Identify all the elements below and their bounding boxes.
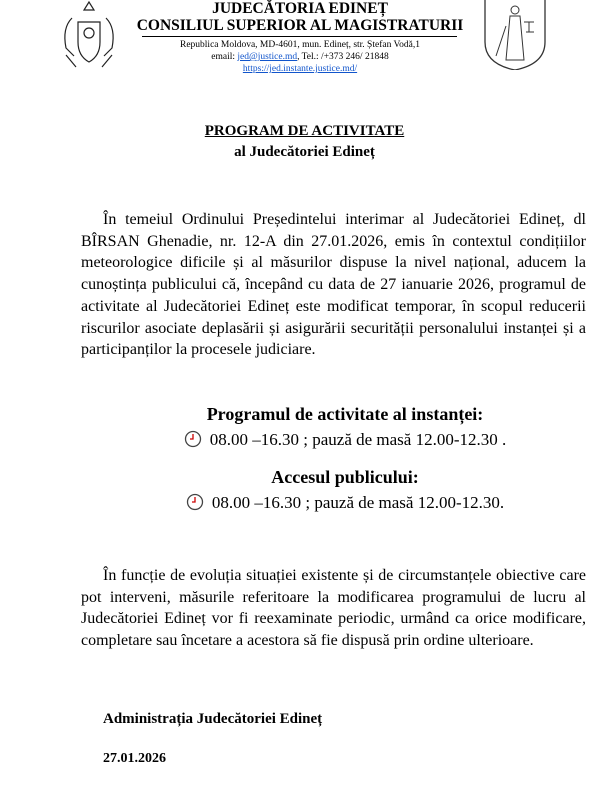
address: Republica Moldova, MD-4601, mun. Edineț, str. Ștefan Vodă,1 xyxy=(179,40,421,50)
schedule-hours-activity xyxy=(80,429,609,450)
signature: Administrația Judecătoriei Edineț xyxy=(103,711,323,727)
moldova-coat-of-arms-logo xyxy=(58,0,120,70)
intro-paragraph: În temeiul Ordinului Președintelui interimar al Judecătoriei Edineț, dl BÎRSAN Ghenadie, nr. 12-A din 27.01.2026, emis în contextul condițiilor meteorologice dificile și al măsurilor dispuse la nivel național, aducem la cunoștința publicului că, începând cu data de 27 ianuarie 2026, programul de activitate al Judecătoriei Edineț este modificat temporar, în scopul reducerii riscurilor asociate deplasării și asigurării securității personalului instanței și a participanților la procesele judiciare. xyxy=(81,211,586,359)
phone: , Tel.: /+373 246/ 21848 xyxy=(297,52,389,62)
clock-icon xyxy=(184,430,202,448)
header-divider xyxy=(142,36,457,37)
document-subtitle: al Judecătoriei Edineț xyxy=(234,144,375,160)
schedule-heading-activity: Programul de activitate al instanței: xyxy=(206,404,484,424)
email-label: email: xyxy=(211,52,238,62)
justice-emblem-logo xyxy=(482,0,548,70)
court-name: JUDECĂTORIA EDINEȚ xyxy=(212,0,388,17)
schedule-heading-public: Accesul publicului: xyxy=(271,467,419,487)
document-date: 27.01.2026 xyxy=(103,751,166,766)
hours-text: 08.00 –16.30 ; pauză de masă 12.00-12.30 . xyxy=(209,430,507,449)
contact-line xyxy=(120,51,480,63)
document-title: PROGRAM DE ACTIVITATE xyxy=(204,123,405,139)
hours-text: 08.00 –16.30 ; pauză de masă 12.00-12.30. xyxy=(211,493,505,512)
clock-icon xyxy=(186,493,204,511)
website-line xyxy=(120,63,480,75)
email-link[interactable]: jed@justice.md xyxy=(237,52,298,62)
schedule-hours-public xyxy=(80,492,609,513)
website-link[interactable]: https://jed.instante.justice.md/ xyxy=(242,64,358,74)
closing-paragraph: În funcție de evoluția situației existente și de circumstanțele obiective care pot interveni, măsurile referitoare la modificarea programului de lucru al Judecătoriei Edineț vor fi reexaminate periodic, urmând ca orice modificare, completare sau încetare a acestora să fie dispusă prin ordine ulterioare. xyxy=(81,567,586,650)
council-name: CONSILIUL SUPERIOR AL MAGISTRATURII xyxy=(136,17,464,34)
